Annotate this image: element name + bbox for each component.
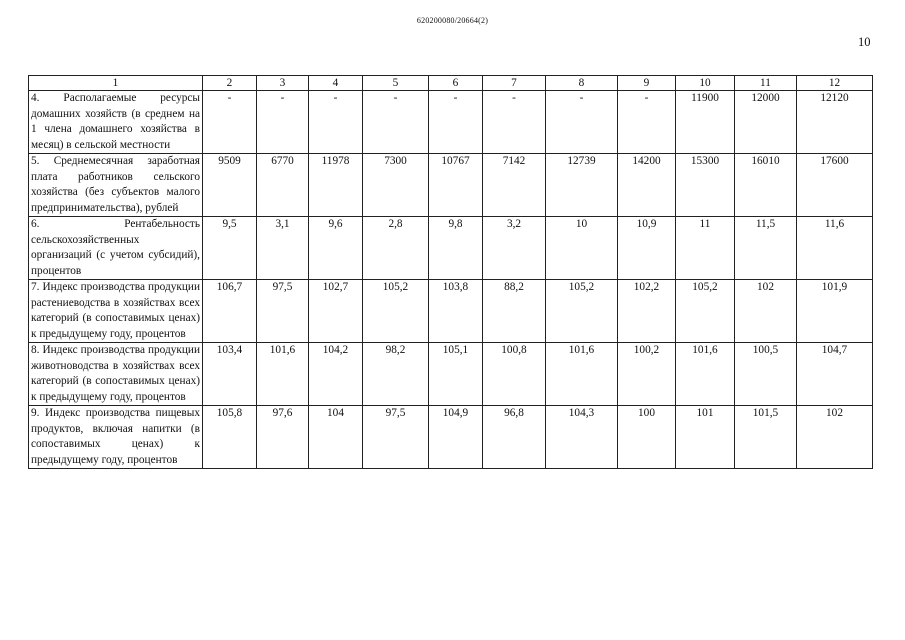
- table-cell: -: [618, 91, 676, 154]
- table-cell: 3,1: [257, 217, 309, 280]
- table-cell: 11,5: [735, 217, 797, 280]
- table-cell: 11: [676, 217, 735, 280]
- table-cell: 104,3: [546, 406, 618, 469]
- table-cell: 102: [735, 280, 797, 343]
- table-row: [29, 217, 873, 280]
- table-cell: -: [309, 91, 363, 154]
- row-label: 5. Среднемесячная заработная плата работников сельского хозяйства (без субъектов малого предпринимательства), рублей: [29, 154, 203, 217]
- table-cell: 101,5: [735, 406, 797, 469]
- table-cell: 6770: [257, 154, 309, 217]
- table-cell: 104: [309, 406, 363, 469]
- table-row: [29, 406, 873, 469]
- page-number: 10: [858, 35, 871, 49]
- table-row: [29, 154, 873, 217]
- column-header: 6: [429, 76, 483, 91]
- table-cell: 17600: [797, 154, 873, 217]
- row-label: 9. Индекс производства пищевых продуктов, включая напитки (в сопоставимых ценах) к предыдущему году, процентов: [29, 406, 203, 469]
- row-label: 6. Рентабельность сельскохозяйственных организаций (с учетом субсидий), процентов: [29, 217, 203, 280]
- table-cell: 103,4: [203, 343, 257, 406]
- data-table: [28, 75, 873, 469]
- column-header: 10: [676, 76, 735, 91]
- table-cell: 101: [676, 406, 735, 469]
- table-cell: 105,2: [676, 280, 735, 343]
- row-label: 7. Индекс производства продукции растениеводства в хозяйствах всех категорий (в сопоставимых ценах) к предыдущему году, процентов: [29, 280, 203, 343]
- table-cell: 97,5: [257, 280, 309, 343]
- table-cell: 9,8: [429, 217, 483, 280]
- table-cell: 105,8: [203, 406, 257, 469]
- table-cell: 101,9: [797, 280, 873, 343]
- table-cell: 9509: [203, 154, 257, 217]
- table-cell: 101,6: [546, 343, 618, 406]
- table-cell: 105,1: [429, 343, 483, 406]
- table-cell: 10: [546, 217, 618, 280]
- table-cell: 16010: [735, 154, 797, 217]
- table-cell: -: [483, 91, 546, 154]
- table-cell: -: [546, 91, 618, 154]
- table-body: [29, 91, 873, 469]
- table-cell: 104,7: [797, 343, 873, 406]
- table-cell: 97,6: [257, 406, 309, 469]
- table-cell: 14200: [618, 154, 676, 217]
- table-cell: 11,6: [797, 217, 873, 280]
- table-cell: 102,2: [618, 280, 676, 343]
- table-header-row: [29, 76, 873, 91]
- document-id: 620200080/20664(2): [416, 16, 489, 25]
- column-header: 3: [257, 76, 309, 91]
- column-header: 8: [546, 76, 618, 91]
- table-cell: 102: [797, 406, 873, 469]
- table-cell: 11900: [676, 91, 735, 154]
- table-cell: 10,9: [618, 217, 676, 280]
- table-cell: 7300: [363, 154, 429, 217]
- row-label: 8. Индекс производства продукции животноводства в хозяйствах всех категорий (в сопоставимых ценах) к предыдущему году, процентов: [29, 343, 203, 406]
- row-label: 4. Располагаемые ресурсы домашних хозяйств (в среднем на 1 члена домашнего хозяйства в месяц) в сельской местности: [29, 91, 203, 154]
- table-cell: 105,2: [546, 280, 618, 343]
- table-cell: 2,8: [363, 217, 429, 280]
- table-cell: 100,2: [618, 343, 676, 406]
- column-header: 2: [203, 76, 257, 91]
- table-cell: 7142: [483, 154, 546, 217]
- table-cell: 105,2: [363, 280, 429, 343]
- table-cell: 100: [618, 406, 676, 469]
- table-cell: 3,2: [483, 217, 546, 280]
- table-cell: 101,6: [676, 343, 735, 406]
- table-cell: 88,2: [483, 280, 546, 343]
- table-cell: 10767: [429, 154, 483, 217]
- column-header: 11: [735, 76, 797, 91]
- table-row: [29, 343, 873, 406]
- table-cell: 100,5: [735, 343, 797, 406]
- column-header: 9: [618, 76, 676, 91]
- table-cell: 12120: [797, 91, 873, 154]
- table-cell: -: [363, 91, 429, 154]
- table-cell: 98,2: [363, 343, 429, 406]
- table-cell: 96,8: [483, 406, 546, 469]
- table-row: [29, 91, 873, 154]
- table-row: [29, 280, 873, 343]
- column-header: 12: [797, 76, 873, 91]
- table-cell: 9,5: [203, 217, 257, 280]
- table-cell: 11978: [309, 154, 363, 217]
- column-header: 4: [309, 76, 363, 91]
- table-cell: 103,8: [429, 280, 483, 343]
- table-cell: 101,6: [257, 343, 309, 406]
- column-header: 1: [29, 76, 203, 91]
- column-header: 7: [483, 76, 546, 91]
- table-cell: 12739: [546, 154, 618, 217]
- table-cell: 97,5: [363, 406, 429, 469]
- table-cell: -: [257, 91, 309, 154]
- table-cell: 104,2: [309, 343, 363, 406]
- table-cell: -: [203, 91, 257, 154]
- table-cell: 104,9: [429, 406, 483, 469]
- table-cell: -: [429, 91, 483, 154]
- table-cell: 12000: [735, 91, 797, 154]
- table-cell: 9,6: [309, 217, 363, 280]
- table-cell: 15300: [676, 154, 735, 217]
- table-cell: 102,7: [309, 280, 363, 343]
- table-cell: 106,7: [203, 280, 257, 343]
- table-cell: 100,8: [483, 343, 546, 406]
- column-header: 5: [363, 76, 429, 91]
